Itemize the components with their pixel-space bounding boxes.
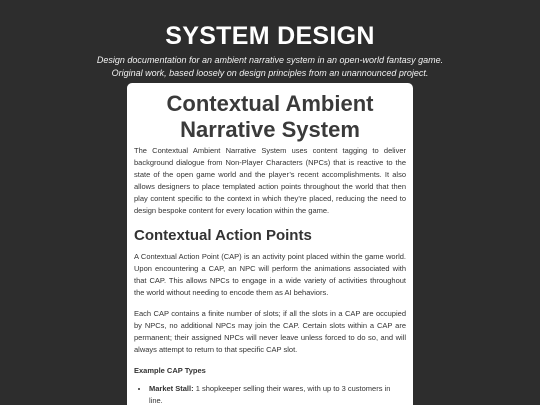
cap-example-desc: 1 shopkeeper selling their wares, with up to 3 customers in line.	[149, 384, 391, 405]
examples-heading: Example CAP Types	[134, 366, 206, 375]
document-card	[127, 83, 413, 405]
site-subtitle-line2: Original work, based loosely on design principles from an unannounced project.	[111, 68, 429, 78]
cap-example-name: Market Stall:	[149, 384, 194, 393]
cap-paragraph-1: A Contextual Action Point (CAP) is an activity point placed within the game world. Upon encountering a CAP, an NPC will perform the animations associated with that CAP. This allows NPCs to engage in a wide variety of activities throughout the world without needing to encode them as AI behaviors.	[134, 252, 406, 297]
site-header	[0, 0, 540, 80]
cap-examples-list	[134, 383, 406, 405]
intro-paragraph: The Contextual Ambient Narrative System uses content tagging to deliver background dialogue from Non-Player Characters (NPCs) that is reactive to the state of the open game world and the player’s recent accomplishments. It also allows designers to place templated action points throughout the world that then play content specific to the context in which they’re placed, reducing the need to design bespoke content for every location within the game.	[134, 146, 406, 215]
site-title: SYSTEM DESIGN	[165, 22, 375, 50]
document-title-line2: Narrative System	[180, 117, 360, 142]
site-subtitle-line1: Design documentation for an ambient narrative system in an open-world fantasy game.	[96, 55, 444, 65]
cap-paragraph-2: Each CAP contains a finite number of slots; if all the slots in a CAP are occupied by NPCs, no additional NPCs may join the CAP. Certain slots within a CAP are permanent; their assigned NPCs will never leave unless forced to do so, and will always attempt to return to that specific CAP slot.	[134, 309, 406, 354]
document-title	[134, 91, 406, 143]
list-item	[149, 383, 406, 405]
document-title-line1: Contextual Ambient	[166, 91, 374, 116]
section-heading-cap: Contextual Action Points	[134, 227, 312, 244]
